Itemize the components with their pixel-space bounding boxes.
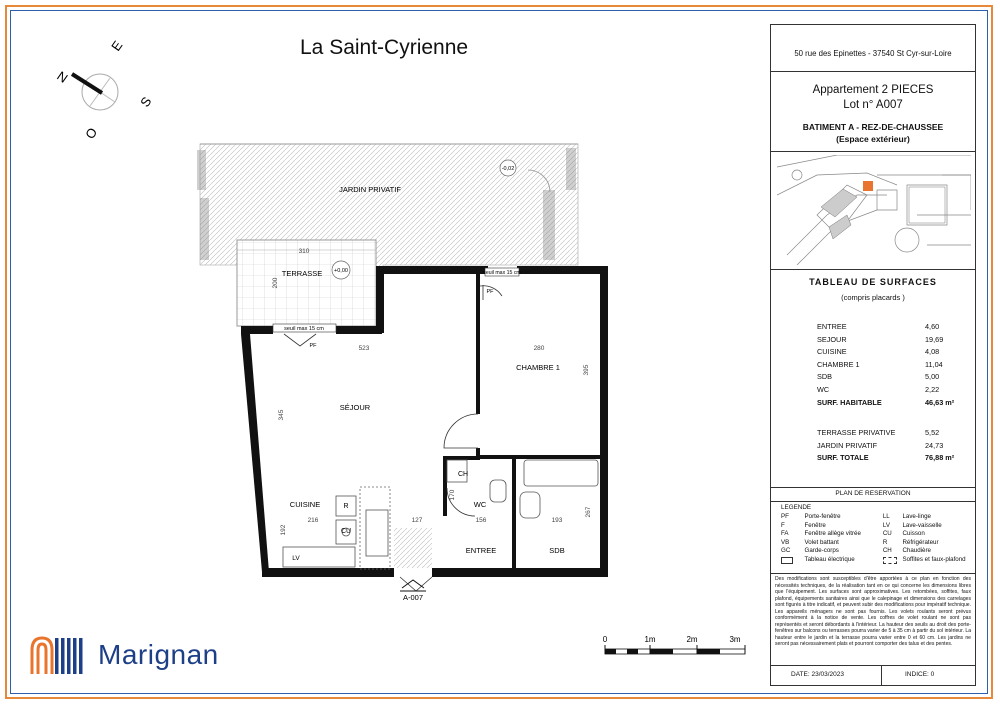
divider bbox=[771, 487, 975, 488]
legend-code: PF bbox=[781, 513, 789, 520]
equip-label-ch: CH bbox=[457, 471, 469, 478]
divider bbox=[771, 71, 975, 72]
surface-label: TERRASSE PRIVATIVE bbox=[817, 428, 896, 437]
legend-code: CH bbox=[882, 547, 892, 555]
dim-127: 127 bbox=[411, 517, 423, 524]
surface-value: 2,22 bbox=[925, 384, 940, 394]
lot-label: A-007 bbox=[402, 593, 424, 602]
surface-total-row bbox=[817, 398, 957, 411]
room-label-cuisine: CUISINE bbox=[289, 500, 321, 509]
legend-code: F bbox=[781, 521, 785, 529]
legend-desc: Fenêtre bbox=[804, 521, 826, 529]
surface-row bbox=[817, 335, 957, 348]
surface-value: 4,60 bbox=[925, 322, 940, 331]
plan-reservation-label: PLAN DE RESERVATION bbox=[835, 490, 911, 497]
legend-row bbox=[781, 556, 971, 565]
dim-193: 193 bbox=[551, 517, 563, 524]
dim-395: 395 bbox=[583, 364, 590, 376]
legend-code: GC bbox=[781, 547, 791, 555]
dim-170: 170 bbox=[449, 489, 456, 501]
legend-desc: Soffites et faux-plafond bbox=[902, 555, 966, 563]
terrace-level: +0,00 bbox=[334, 268, 348, 274]
footer-divider bbox=[881, 665, 882, 686]
legend-code: R bbox=[882, 538, 888, 546]
legend-row bbox=[781, 513, 971, 522]
legend-table bbox=[781, 513, 971, 565]
room-label-wc: WC bbox=[473, 500, 487, 509]
soffit-placard bbox=[360, 487, 390, 569]
surface-label: WC bbox=[817, 384, 830, 394]
compass-rose bbox=[54, 38, 154, 142]
surface-value: 19,69 bbox=[925, 334, 944, 344]
pf-label-chambre: PF bbox=[486, 289, 494, 295]
room-label-terrasse: TERRASSE bbox=[281, 269, 323, 278]
surface-row bbox=[817, 322, 957, 335]
electrical-panel-icon bbox=[781, 556, 805, 565]
footer bbox=[771, 665, 975, 685]
date-field: DATE: 23/03/2023 bbox=[791, 671, 844, 678]
divider bbox=[771, 501, 975, 502]
surface-table bbox=[817, 322, 957, 410]
surface-value: 24,73 bbox=[925, 440, 944, 450]
dim-200: 200 bbox=[272, 277, 279, 289]
surface-row bbox=[817, 347, 957, 360]
pf-label-sejour: PF bbox=[309, 343, 317, 349]
surface-label: ENTREE bbox=[817, 322, 847, 331]
surface-label: SEJOUR bbox=[817, 334, 847, 344]
surface-label: CUISINE bbox=[817, 347, 847, 357]
marignan-logo-icon bbox=[30, 634, 92, 676]
divider bbox=[771, 573, 975, 574]
dim-345: 345 bbox=[278, 409, 285, 421]
lot-entry-marker bbox=[400, 580, 426, 602]
surface-label: SURF. TOTALE bbox=[817, 453, 869, 463]
surface-table-sub: (compris placards ) bbox=[841, 293, 905, 302]
surface-value: 5,52 bbox=[925, 428, 940, 437]
seuil-label-2: seuil max 15 cm bbox=[483, 270, 521, 276]
scale-3m: 3m bbox=[729, 635, 741, 644]
brand-name: Marignan bbox=[98, 639, 219, 670]
seuil-label-1: seuil max 15 cm bbox=[284, 326, 324, 332]
site-highlight bbox=[863, 181, 873, 191]
surface-row bbox=[817, 441, 957, 454]
legend-desc: Tableau électrique bbox=[804, 555, 855, 563]
entry-floor bbox=[394, 528, 432, 568]
soffit-hatch-icon bbox=[883, 556, 903, 565]
surface-label: SDB bbox=[817, 372, 833, 382]
legend-desc: Fenêtre allège vitrée bbox=[804, 530, 861, 538]
legend-code: LV bbox=[882, 521, 890, 529]
legend-desc: Chaudière bbox=[902, 547, 931, 555]
legend-desc: Porte-fenêtre bbox=[804, 513, 841, 520]
indice-field: INDICE: 0 bbox=[905, 671, 935, 678]
compass-o: O bbox=[82, 124, 101, 142]
building-heading bbox=[771, 121, 975, 145]
surface-label: JARDIN PRIVATIF bbox=[817, 440, 878, 450]
dim-280: 280 bbox=[533, 345, 545, 352]
apartment-type: Appartement 2 PIECES bbox=[812, 84, 934, 96]
divider bbox=[771, 269, 975, 270]
scale-bar bbox=[603, 635, 745, 654]
room-label-entree: ENTREE bbox=[465, 546, 497, 555]
surface-value: 5,00 bbox=[925, 372, 940, 382]
surface-total-row bbox=[817, 453, 957, 466]
surface-value: 4,08 bbox=[925, 347, 940, 357]
equip-label-r: R bbox=[343, 503, 349, 510]
equip-label-lv: LV bbox=[292, 555, 300, 562]
legend-row bbox=[781, 522, 971, 531]
dim-156: 156 bbox=[475, 517, 487, 524]
room-label-sdb: SDB bbox=[549, 546, 565, 555]
legend-code: CU bbox=[882, 530, 892, 538]
dim-192: 192 bbox=[280, 524, 287, 536]
scale-2m: 2m bbox=[686, 635, 698, 644]
surface-row bbox=[817, 428, 957, 441]
info-sidebar bbox=[770, 24, 976, 686]
surface-row bbox=[817, 360, 957, 373]
room-label-jardin: JARDIN PRIVATIF bbox=[339, 185, 401, 194]
surface-row bbox=[817, 385, 957, 398]
surface-value: 76,88 m² bbox=[925, 453, 955, 463]
dim-310: 310 bbox=[298, 248, 310, 255]
surface-value: 11,04 bbox=[925, 359, 943, 369]
building-line: BATIMENT A - REZ-DE-CHAUSSEE bbox=[802, 122, 944, 132]
lot-number: Lot n° A007 bbox=[843, 99, 903, 111]
apartment-heading bbox=[771, 83, 975, 113]
dim-523: 523 bbox=[358, 345, 370, 352]
legend-desc: Cuisson bbox=[902, 530, 925, 538]
legend-row bbox=[781, 530, 971, 539]
legend-desc: Lave-linge bbox=[902, 513, 931, 520]
legend-row bbox=[781, 539, 971, 548]
disclaimer-text: Des modifications sont susceptibles d'être apportées à ce plan en fonction des nécessités techniques, de la réalisation tant en ce qui concerne les dimensions libres que l'équipement. Les surfaces sont approximatives. Les retombées, soffites, faux plafond, équipements sanitaires ainsi que le calepinage et dimensions des carrelages sont figurés à titre indicatif, et peuvent subir des modifications pour impératif technique. Les appareils ménagers ne sont pas fournis. Les volets roulants seront prévus conformément à la notice de vente. Les coffres de volet roulant ne sont pas représentés et seront débordants à l'intérieur. La hauteur des seuils au droit des porte-fenêtres sur balcons ou terrasses pourra varier de 5 à 35 cm à partir du sol intérieur. La hauteur entre le jardin et la terrasse pourra varier entre 0 et 60 cm. Les jardins ne seront pas nécessairement plats et pourront comporter des talus et des pentes. bbox=[775, 576, 971, 648]
dim-267: 267 bbox=[585, 506, 592, 518]
surface-table-title: TABLEAU DE SURFACES bbox=[809, 277, 937, 287]
legend-code: FA bbox=[781, 530, 789, 538]
surface-row bbox=[817, 372, 957, 385]
building-sub: (Espace extérieur) bbox=[836, 134, 910, 144]
scale-0: 0 bbox=[602, 635, 608, 644]
compass-s: S bbox=[137, 94, 155, 110]
equip-label-cu: CU bbox=[340, 528, 352, 535]
dim-216: 216 bbox=[307, 517, 319, 524]
legend-desc: Lave-vaisselle bbox=[902, 521, 942, 529]
legend-desc: Réfrigérateur bbox=[902, 538, 939, 546]
room-label-sejour: SÉJOUR bbox=[339, 403, 371, 412]
address: 50 rue des Epinettes - 37540 St Cyr-sur-Loire bbox=[794, 49, 952, 58]
legend-code: VB bbox=[781, 538, 790, 546]
legend-desc: Volet battant bbox=[804, 538, 839, 546]
site-plan-map bbox=[777, 155, 971, 265]
page-title: La Saint-Cyrienne bbox=[300, 36, 469, 59]
surface-value: 46,63 m² bbox=[925, 397, 955, 407]
garden-level: -0,02 bbox=[501, 166, 515, 172]
scale-1m: 1m bbox=[644, 635, 656, 644]
compass-n: N bbox=[54, 68, 71, 86]
legend-row bbox=[781, 547, 971, 556]
compass-e: E bbox=[108, 38, 126, 54]
exterior-table bbox=[817, 428, 957, 466]
surface-label: CHAMBRE 1 bbox=[817, 359, 860, 369]
divider bbox=[771, 151, 975, 152]
legend-desc: Garde-corps bbox=[804, 547, 839, 555]
surface-label: SURF. HABITABLE bbox=[817, 397, 882, 407]
room-label-chambre: CHAMBRE 1 bbox=[516, 363, 560, 372]
legend-title: LEGENDE bbox=[781, 504, 812, 511]
legend-code: LL bbox=[882, 513, 890, 520]
brand-logo bbox=[30, 634, 219, 676]
